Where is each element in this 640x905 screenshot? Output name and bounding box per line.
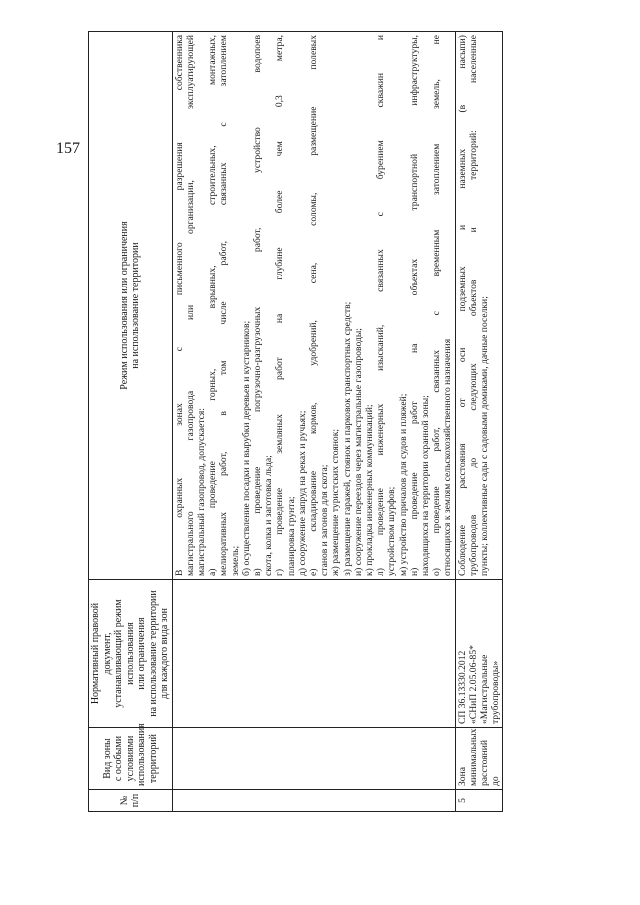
header-usage-regime (89, 32, 173, 580)
regime-text-line: находящихся на территории охранной зоны; (419, 395, 431, 576)
regime-text-line: Соблюдение расстояния от оси подземных и наземных (в насыпи) (456, 35, 468, 576)
regime-text-line: к) прокладка инженерных коммуникаций; (363, 404, 375, 576)
header-line: для каждого вида зон (159, 608, 170, 700)
zone-text-line: расстояний до (478, 739, 502, 786)
row-number-cell: 5 (455, 790, 503, 812)
regime-text-line: д) сооружение запруд на реках и ручьях; (296, 410, 308, 576)
regime-cell (455, 32, 503, 580)
header-number (89, 790, 173, 812)
regime-text-line: магистральный газопровод, допускается: (195, 408, 207, 576)
regime-text-line: В охранных зонах с письменного разрешения собственника (173, 35, 185, 576)
regime-text-line: скота, колка и заготовка льда; (263, 455, 275, 576)
regime-text-line: з) размещение гаражей, стоянок и парковок транспортных средств; (341, 301, 353, 576)
document-cell (172, 580, 455, 728)
header-line: № (118, 795, 130, 806)
regime-text-line: земель; (229, 545, 241, 576)
header-line: на использование территории (130, 242, 142, 369)
header-line: Режим использования или ограничения (118, 221, 130, 390)
table-row (172, 32, 455, 812)
regime-text-line: в) проведение погрузочно-разгрузочных работ, устройство водопоев (251, 35, 263, 576)
regime-text-line: о) проведение работ, связанных с временным затоплением земель, не (431, 35, 443, 576)
regime-text-line: е) складирование кормов, удобрений, сена, соломы, размещение полевых (307, 35, 319, 576)
page-number: 157 (56, 140, 80, 157)
header-line: Нормативный правовой документ, (90, 602, 113, 705)
zone-cell (172, 728, 455, 790)
regime-text-line: л) проведение инженерных изысканий, связанных с бурением скважин и (375, 35, 387, 576)
regime-text-line: б) осуществление посадки и вырубки деревьев и кустарников; (240, 320, 252, 576)
header-line: использования (136, 723, 147, 786)
header-zone-type (89, 723, 173, 790)
document-text-line: «СНиП 2.05.06-85* «Магистральные (467, 645, 490, 724)
regime-text-line: м) устройство причалов для судов и пляжей; (397, 393, 409, 576)
document-cell (455, 580, 503, 728)
regime-text-line: трубопроводов до следующих объектов и территорий: населенные (467, 35, 479, 576)
header-line: или ограничения (136, 617, 147, 690)
regime-text-line: и) сооружение переездов через магистральные газопроводы; (352, 328, 364, 576)
row-number-cell (172, 790, 455, 812)
regime-text-line: ж) размещение туристских стоянок; (330, 428, 342, 576)
regime-text-line: устройством шурфов; (386, 486, 398, 576)
regime-text-line: мелиоративных работ, в том числе работ, связанных с затоплением (218, 35, 230, 576)
zone-cell (455, 728, 503, 790)
zone-text-line: Зона (456, 767, 468, 786)
document-text-line: трубопроводы» (490, 660, 502, 724)
header-regulatory-document (89, 580, 173, 728)
header-line: на использование территории (147, 590, 159, 717)
rotated-page-content (88, 32, 578, 812)
regime-text-line: г) проведение земляных работ на глубине более чем 0,3 метра, (274, 35, 286, 576)
table-row (455, 32, 503, 812)
zone-text-line: минимальных (467, 728, 479, 786)
table-header-row (89, 32, 173, 812)
regime-text-line: планировка грунта; (285, 496, 297, 576)
regime-text-line: а) проведение горных, взрывных, строительных, монтажных, (207, 35, 219, 576)
header-line: устанавливающий режим использования (113, 599, 136, 708)
header-line: п/п (130, 793, 142, 808)
header-line: условиями (124, 735, 136, 782)
regime-text-line: станов и загонов для скота; (319, 464, 331, 576)
regime-text-line: н) проведение работ на объектах транспортной инфраструктуры, (408, 35, 420, 576)
zones-table (88, 31, 503, 812)
regime-cell (172, 32, 455, 580)
document-text-line: СП 36.13330.2012 (456, 650, 468, 724)
header-line: территорий (147, 733, 159, 784)
regime-text-line: относящихся к землям сельскохозяйственного назначения (442, 338, 454, 576)
header-line: Вид зоны (101, 738, 113, 779)
regime-text-line: магистрального газопровода или организации, эксплуатирующей (184, 35, 196, 576)
header-line: с особыми (113, 735, 124, 782)
regime-text-line: пункты; коллективные сады с садовыми домиками, дачные поселки; (478, 296, 490, 576)
